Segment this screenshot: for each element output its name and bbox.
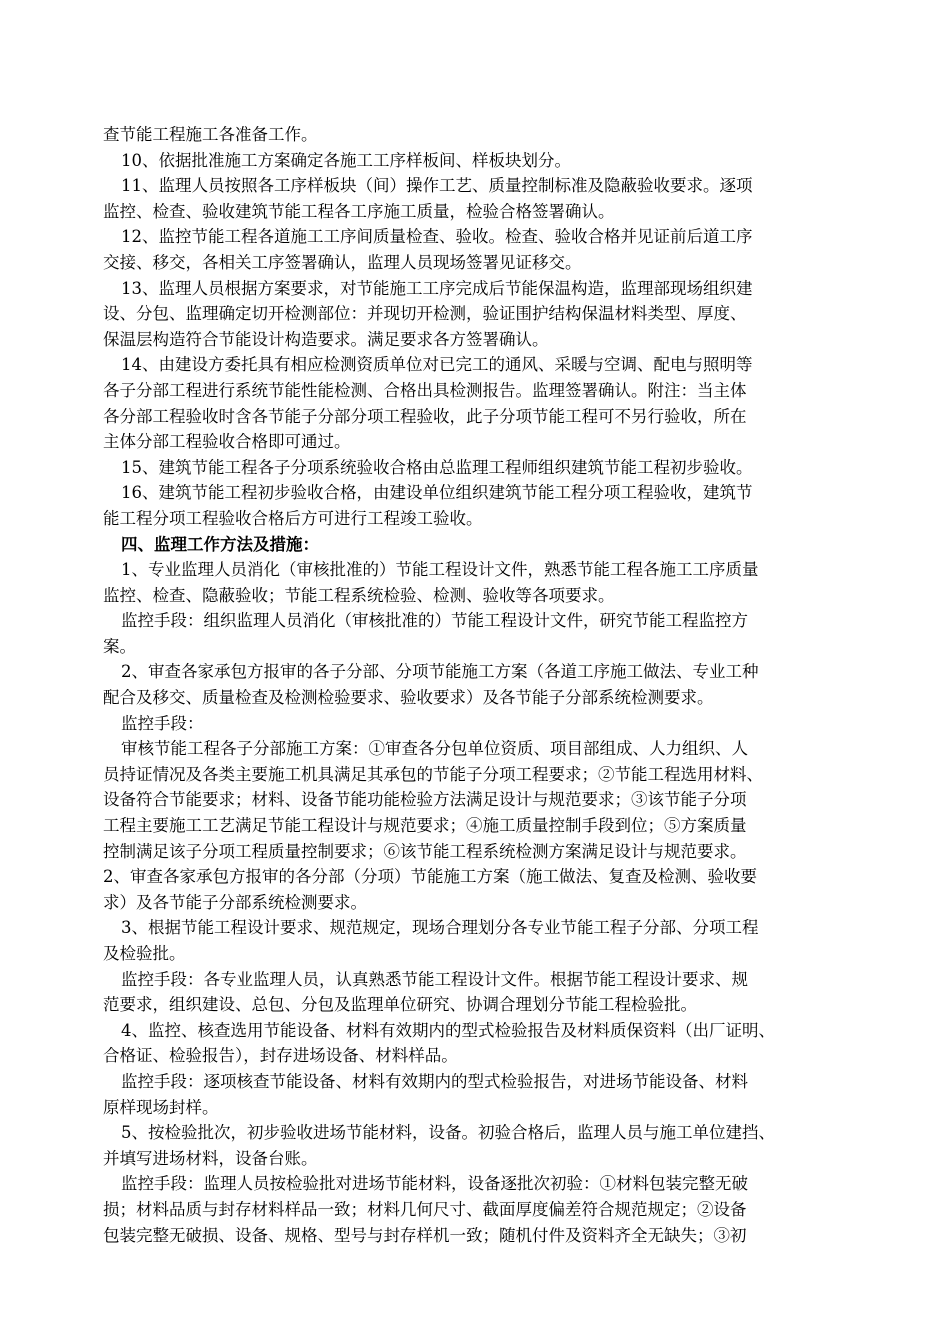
text-line: 监控手段：各专业监理人员，认真熟悉节能工程设计文件。根据节能工程设计要求、规 (121, 969, 748, 989)
text-line: 11、监理人员按照各工序样板块（间）操作工艺、质量控制标准及隐蔽验收要求。逐项 (121, 176, 753, 196)
text-line: 案。 (103, 636, 136, 656)
text-line: 并填写进场材料，设备台账。 (103, 1148, 318, 1168)
text-line: 监控手段：逐项核查节能设备、材料有效期内的型式检验报告，对进场节能设备、材料 (121, 1071, 748, 1091)
text-line: 范要求，组织建设、总包、分包及监理单位研究、协调合理划分节能工程检验批。 (103, 995, 697, 1015)
text-line: 控制满足该子分项工程质量控制要求；⑥该节能工程系统检测方案满足设计与规范要求。 (103, 841, 747, 861)
text-line: 查节能工程施工各准备工作。 (103, 125, 318, 144)
text-line: 原样现场封样。 (103, 1097, 219, 1117)
text-line: 工程主要施工工艺满足节能工程设计与规范要求；④施工质量控制手段到位；⑤方案质量 (103, 816, 747, 836)
text-line: 设备符合节能要求；材料、设备节能功能检验方法满足设计与规范要求；③该节能子分项 (103, 790, 747, 810)
document-page (103, 122, 861, 1248)
text-line: 3、根据节能工程设计要求、规范规定，现场合理划分各专业节能工程子分部、分项工程 (121, 918, 759, 938)
text-line: 合格证、检验报告），封存进场设备、材料样品。 (103, 1046, 458, 1066)
text-line: 监控、检查、隐蔽验收；节能工程系统检验、检测、验收等各项要求。 (103, 585, 615, 605)
text-line: 员持证情况及各类主要施工机具满足其承包的节能子分项工程要求；②节能工程选用材料、 (103, 764, 763, 784)
text-line: 监控手段：监理人员按检验批对进场节能材料，设备逐批次初验：①材料包装完整无破 (121, 1174, 748, 1194)
text-line: 审核节能工程各子分部施工方案：①审查各分包单位资质、项目部组成、人力组织、人 (121, 739, 748, 759)
text-line: 2、审查各家承包方报审的各分部（分项）节能施工方案（施工做法、复查及检测、验收要 (103, 867, 757, 887)
text-line: 监控手段：组织监理人员消化（审核批准的）节能工程设计文件，研究节能工程监控方 (121, 611, 748, 631)
text-line: 保温层构造符合节能设计构造要求。满足要求各方签署确认。 (103, 329, 549, 349)
text-line: 监控、检查、验收建筑节能工程各工序施工质量，检验合格签署确认。 (103, 201, 615, 221)
text-line: 各子分部工程进行系统节能性能检测、合格出具检测报告。监理签署确认。附注：当主体 (103, 380, 747, 400)
text-line: 监控手段： (121, 713, 204, 733)
text-line: 包装完整无破损、设备、规格、型号与封存样机一致；随机付件及资料齐全无缺失；③初 (103, 1225, 747, 1245)
text-line: 12、监控节能工程各道施工工序间质量检查、验收。检查、验收合格并见证前后道工序 (121, 227, 753, 247)
text-line: 13、监理人员根据方案要求，对节能施工工序完成后节能保温构造，监理部现场组织建 (121, 278, 753, 298)
text-line: 4、监控、核查选用节能设备、材料有效期内的型式检验报告及材料质保资料（出厂证明、 (121, 1020, 775, 1040)
text-line: 2、审查各家承包方报审的各子分部、分项节能施工方案（各道工序施工做法、专业工种 (121, 662, 759, 682)
text-line: 交接、移交，各相关工序签署确认，监理人员现场签署见证移交。 (103, 252, 582, 272)
text-line: 主体分部工程验收合格即可通过。 (103, 432, 351, 452)
text-line: 5、按检验批次，初步验收进场节能材料，设备。初验合格后，监理人员与施工单位建挡、 (121, 1123, 775, 1143)
text-line: 求）及各节能子分部系统检测要求。 (103, 892, 367, 912)
text-line: 15、建筑节能工程各子分项系统验收合格由总监理工程师组织建筑节能工程初步验收。 (121, 457, 753, 477)
text-line: 配合及移交、质量检查及检测检验要求、验收要求）及各节能子分部系统检测要求。 (103, 688, 714, 708)
text-line: 设、分包、监理确定切开检测部位：并现切开检测，验证围护结构保温材料类型、厚度、 (103, 304, 747, 324)
text-line: 16、建筑节能工程初步验收合格，由建设单位组织建筑节能工程分项工程验收，建筑节 (121, 483, 753, 503)
text-line: 各分部工程验收时含各节能子分部分项工程验收，此子分项节能工程可不另行验收，所在 (103, 406, 747, 426)
section-heading: 四、监理工作方法及措施： (121, 534, 319, 554)
text-line: 损；材料品质与封存材料样品一致；材料几何尺寸、截面厚度偏差符合规范规定；②设备 (103, 1199, 747, 1219)
text-line: 10、依据批准施工方案确定各施工工序样板间、样板块划分。 (121, 150, 571, 170)
text-line: 14、由建设方委托具有相应检测资质单位对已完工的通风、采暖与空调、配电与照明等 (121, 355, 753, 375)
text-line: 1、专业监理人员消化（审核批准的）节能工程设计文件，熟悉节能工程各施工工序质量 (121, 560, 759, 580)
text-line: 能工程分项工程验收合格后方可进行工程竣工验收。 (103, 508, 483, 528)
text-line: 及检验批。 (103, 944, 186, 963)
